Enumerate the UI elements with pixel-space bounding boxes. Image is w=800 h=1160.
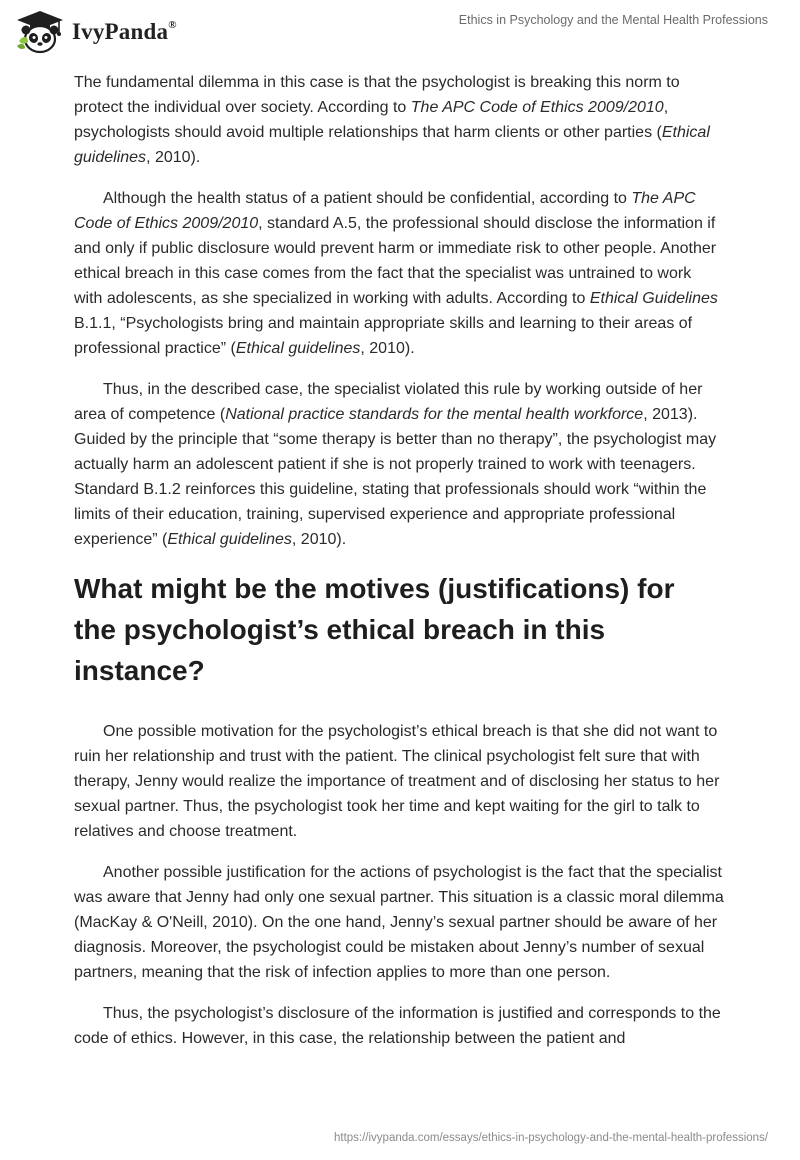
panda-graduate-logo-icon <box>14 9 66 55</box>
citation-title: The APC Code of Ethics 2009/2010 <box>410 99 664 116</box>
essay-body <box>74 70 724 1067</box>
citation-title: National practice standards for the mental health workforce <box>225 406 644 423</box>
paragraph-2: Although the health status of a patient should be confidential, according to The APC Code of Ethics 2009/2010, standard A.5, the professional should disclose the information if and only if public disclosure would prevent harm or immediate risk to other people. Another ethical breach in this case comes from the fact that the specialist was untrained to work with adolescents, as she specialized in working with adults. According to Ethical Guidelines B.1.1, “Psychologists bring and maintain appropriate skills and learning to their areas of professional practice” (Ethical guidelines, 2010). <box>74 190 718 357</box>
registered-mark: ® <box>168 19 177 32</box>
citation-title: The APC Code of Ethics 2009/2010 <box>74 190 696 232</box>
paragraph-6: Thus, the psychologist’s disclosure of the information is justified and corresponds to the code of ethics. However, in this case, the relationship between the patient and <box>74 1005 721 1047</box>
paragraph-1: The fundamental dilemma in this case is that the psychologist is breaking this norm to protect the individual over society. According to The APC Code of Ethics 2009/2010, psychologists should avoid multiple relationships that harm clients or other parties (Ethical guidelines, 2010). <box>74 74 710 166</box>
citation-title: Ethical guidelines <box>74 124 710 166</box>
citation-title: Ethical guidelines <box>235 340 361 357</box>
brand-logo[interactable] <box>14 8 177 56</box>
source-url-link[interactable]: https://ivypanda.com/essays/ethics-in-psychology-and-the-mental-health-professions/ <box>333 1132 768 1144</box>
paragraph-5: Another possible justification for the actions of psychologist is the fact that the specialist was aware that Jenny had only one sexual partner. This situation is a classic moral dilemma (MacKay & O'Neill, 2010). On the one hand, Jenny’s sexual partner should be aware of her diagnosis. Moreover, the psychologist could be mistaken about Jenny’s number of sexual partners, meaning that the risk of infection applies to more than one person. <box>74 864 724 981</box>
document-title: Ethics in Psychology and the Mental Health Professions <box>458 13 768 27</box>
paragraph-4: One possible motivation for the psychologist’s ethical breach is that she did not want to ruin her relationship and trust with the patient. The clinical psychologist felt sure that with therapy, Jenny would realize the importance of treatment and of disclosing her status to her sexual partner. Thus, the psychologist took her time and kept waiting for the girl to talk to relatives and choose treatment. <box>74 723 720 840</box>
citation-title: Ethical Guidelines <box>589 290 718 307</box>
paragraph-3: Thus, in the described case, the specialist violated this rule by working outside of her area of competence (National practice standards for the mental health workforce, 2013). Guided by the principle that “some therapy is better than no therapy”, the psychologist may actually harm an adolescent patient if she is not properly trained to work with teenagers. Standard B.1.2 reinforces this guideline, stating that professionals should work “within the limits of their education, training, supervised experience and appropriate professional experience” (Ethical guidelines, 2010). <box>74 381 717 548</box>
page-header <box>0 0 800 64</box>
citation-title: Ethical guidelines <box>167 531 292 548</box>
brand-name: IvyPanda® <box>72 19 177 44</box>
section-heading: What might be the motives (justifications) for the psychologist’s ethical breach in this instance? <box>74 573 675 686</box>
